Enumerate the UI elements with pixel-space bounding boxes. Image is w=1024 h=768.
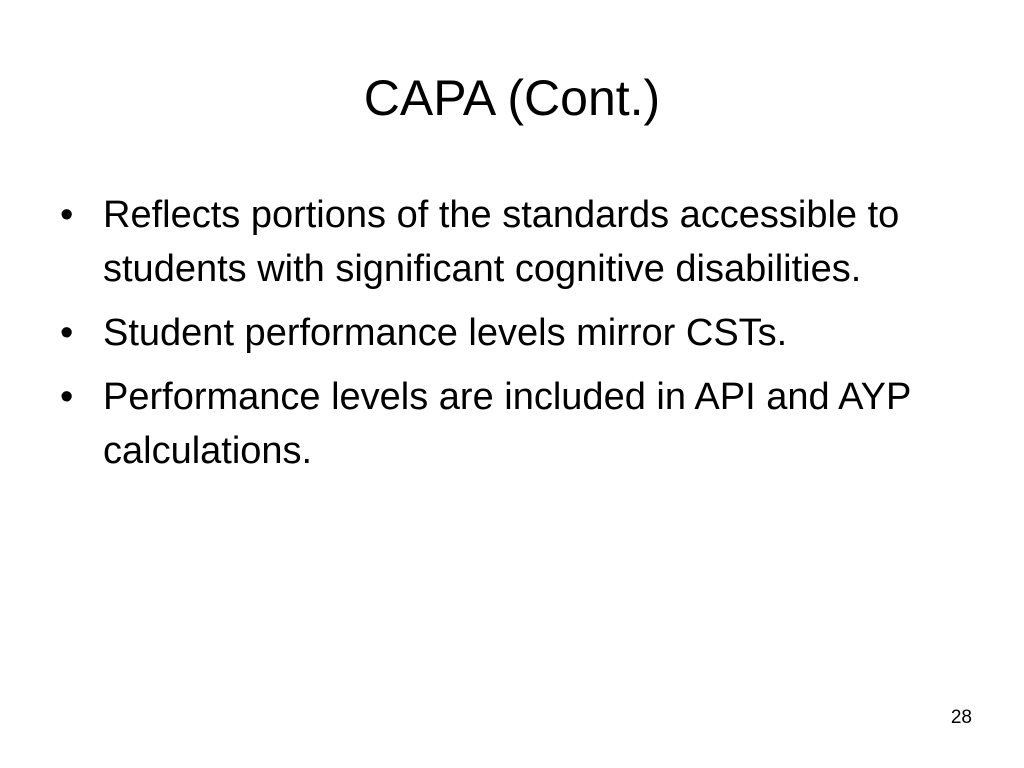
bullet-text: Student performance levels mirror CSTs. (103, 312, 788, 354)
bullet-item (58, 370, 958, 478)
slide-number: 28 (950, 707, 972, 728)
bullet-text: Reflects portions of the standards accessible to students with significant cognitive disabilities. (103, 194, 900, 290)
slide-title: CAPA (Cont.) (363, 70, 661, 126)
bullet-marker: • (60, 376, 74, 418)
bullet-item (58, 188, 958, 296)
bullet-marker: • (60, 194, 74, 236)
bullet-marker: • (60, 312, 74, 354)
bullet-item (58, 306, 958, 360)
bullet-text: Performance levels are included in API and AYP calculations. (103, 376, 911, 472)
bullet-list (58, 188, 958, 488)
